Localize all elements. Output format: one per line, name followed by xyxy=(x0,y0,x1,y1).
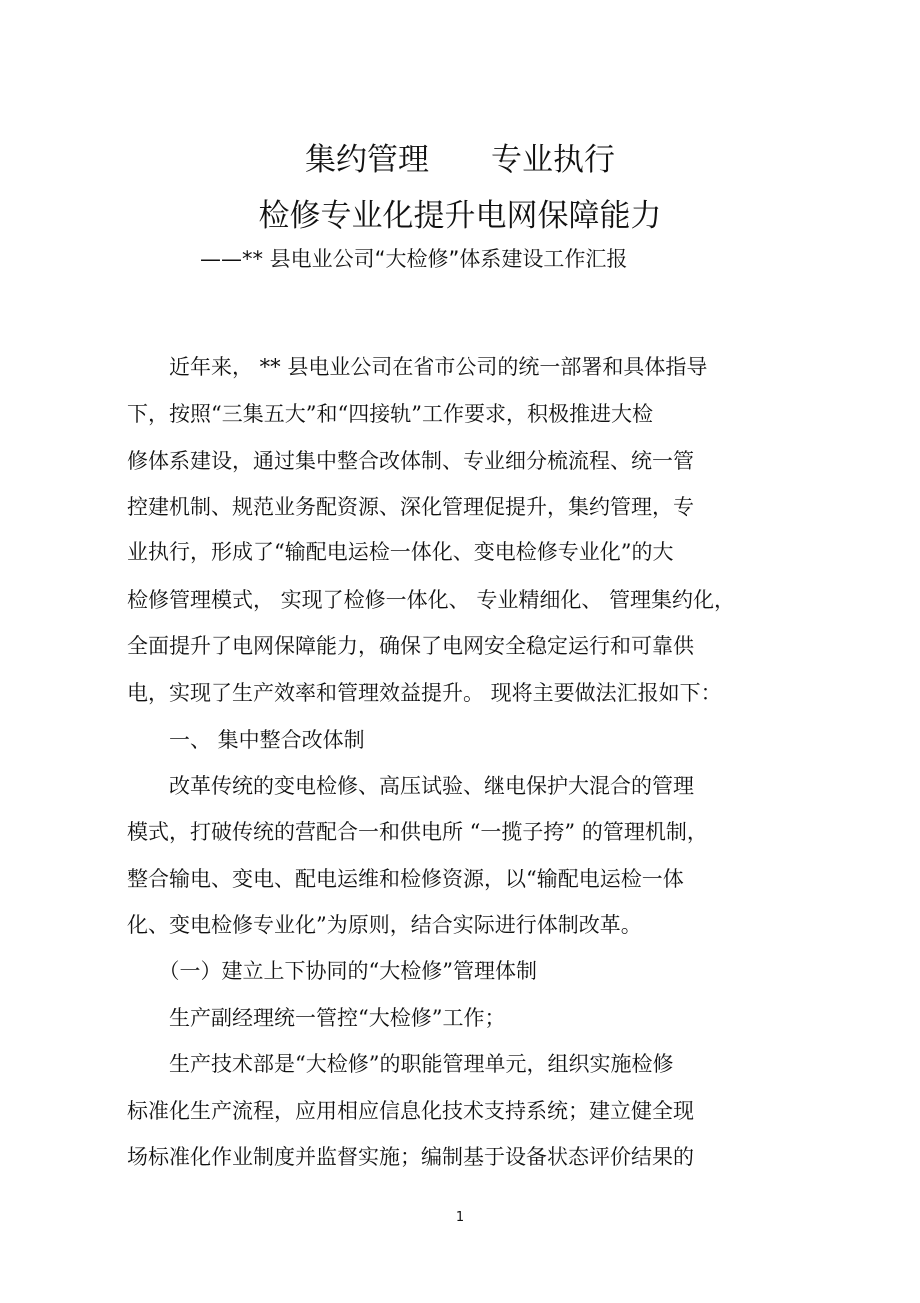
body-line: 模式，打破传统的营配合一和供电所 “一揽子挎” 的管理机制， xyxy=(127,820,708,844)
title-part1: 集约管理 xyxy=(305,142,429,178)
body-line: 生产副经理统一管控“大检修”工作； xyxy=(127,1006,506,1030)
document-title-line1 xyxy=(0,140,920,180)
body-line: 全面提升了电网保障能力，确保了电网安全稳定运行和可靠供 xyxy=(127,634,694,658)
document-subtitle: ——** 县电业公司“大检修”体系建设工作汇报 xyxy=(200,247,628,271)
body-line: 化、变电检修专业化”为原则，结合实际进行体制改革。 xyxy=(127,913,642,937)
body-line: 场标准化作业制度并监督实施；编制基于设备状态评价结果的 xyxy=(127,1145,694,1169)
document-title-line2: 检修专业化提升电网保障能力 xyxy=(258,198,662,234)
section-heading: 一、 集中整合改体制 xyxy=(127,728,365,752)
body-line: 电，实现了生产效率和管理效益提升。 现将主要做法汇报如下： xyxy=(127,681,722,705)
body-line: 控建机制、规范业务配资源、深化管理促提升，集约管理，专 xyxy=(127,495,694,519)
body-line: 近年来， ** 县电业公司在省市公司的统一部署和具体指导 xyxy=(127,355,708,379)
body-line: 标准化生产流程，应用相应信息化技术支持系统；建立健全现 xyxy=(127,1099,694,1123)
body-line: 检修管理模式， 实现了检修一体化、 专业精细化、 管理集约化， xyxy=(127,588,736,612)
subsection-heading: （一）建立上下协同的“大检修”管理体制 xyxy=(127,959,537,983)
body-line: 下，按照“三集五大”和“四接轨”工作要求，积极推进大检 xyxy=(127,402,653,426)
body-line: 修体系建设，通过集中整合改体制、专业细分梳流程、统一管 xyxy=(127,449,694,473)
page-number: 1 xyxy=(455,1210,465,1225)
body-line: 生产技术部是“大检修”的职能管理单元，组织实施检修 xyxy=(127,1052,674,1076)
body-line: 改革传统的变电检修、高压试验、继电保护大混合的管理 xyxy=(127,774,694,798)
title-part2: 专业执行 xyxy=(491,142,615,178)
body-line: 业执行，形成了“输配电运检一体化、变电检修专业化”的大 xyxy=(127,540,674,564)
body-line: 整合输电、变电、配电运维和检修资源，以“输配电运检一体 xyxy=(127,867,684,891)
